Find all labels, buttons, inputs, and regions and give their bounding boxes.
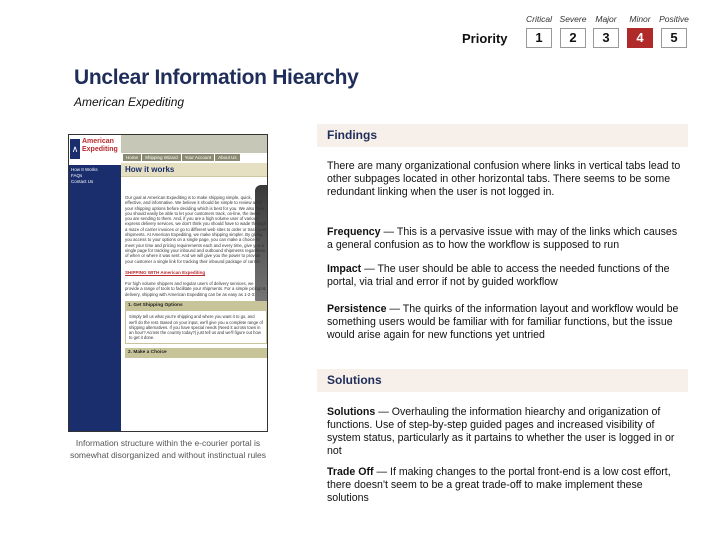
priority-name: Severe [559, 14, 587, 24]
priority-positive [658, 14, 690, 48]
tradeoff-label: Trade Off [327, 466, 374, 478]
page-subtitle: American Expediting [74, 95, 185, 109]
priority-box-selected: 4 [627, 28, 653, 48]
portal-volume-text: For high volume shippers and regular users of delivery services, we provide a range of tools to facilitate your shipments. For a simple pickup & delivery, shipping with American Expediting can be as easy as 1-2-3: [125, 281, 266, 297]
tradeoff-text: — If making changes to the portal front-end is a low cost effort, there doesn't seem to be a great trade-off to make implement these solutions [327, 466, 671, 504]
solutions-text: — Overhauling the information hiearchy and origanization of functions. Use of step-by-step guided pages and increased visibility of system status, particularly as it partains to whether the user is logged in or not [327, 406, 675, 457]
solutions-label: Solutions [327, 406, 376, 418]
priority-label: Priority [462, 31, 508, 46]
portal-tab: Home [123, 154, 141, 161]
priority-name: Positive [659, 14, 689, 24]
findings-heading: Findings [327, 128, 377, 142]
page-title: Unclear Information Hiearchy [74, 66, 359, 89]
portal-tab: Shipping Wizard [142, 154, 181, 161]
priority-name: Major [595, 14, 617, 24]
side-link: How It Works [71, 167, 98, 172]
side-link: Contact Us [71, 179, 94, 184]
portal-logo [69, 135, 121, 165]
portal-step-title: 2. Make a Choice [125, 348, 267, 357]
portal-body [125, 195, 267, 358]
portal-tab: Your Account [182, 154, 214, 161]
priority-box: 2 [560, 28, 586, 48]
findings-header [317, 124, 688, 147]
solutions-paragraph [327, 406, 683, 458]
priority-box: 1 [526, 28, 552, 48]
portal-step-body: Simply tell us what you're shipping and where you want it to go, and we'll do the rest. Based on your input, we'll give you a complete range of shipping alternatives. If you have special needs (Need it across town in an hour? Across the country today?) just tell us and we'll figure out how to get it done. [125, 310, 267, 344]
portal-intro: Our goal at American Expediting is to make shipping simple, quick, effective, and informative. We believe it should be simple to review all of your shipping options before deciding which is best for you. We also think you should easily be able to let your customers track, on-line, the items you are sending to them. And, if you are a high volume user of various express delivery services, we don't think you should have to wade through a maze of carrier invoices or go to different web sites to order or track your shipments. At American Expediting, we make shipping simpler. By giving you access to your options on a single page, you can make a choice to meet your time and pricing requirements each and every time, give you a single page for tracking your inbound and outbound shipments regardless of when or where it was sent. And we will give you the power to provide your customer a single link for tracking their inbound package of carrier. [125, 195, 267, 264]
side-link: FAQs [71, 173, 83, 178]
solutions-heading: Solutions [327, 373, 382, 387]
priority-box: 5 [661, 28, 687, 48]
portal-side-links [71, 167, 98, 185]
frequency-label: Frequency [327, 226, 381, 238]
impact-paragraph [327, 263, 683, 289]
screenshot-caption: Information structure within the e-courier portal is somewhat disorganized and without instinctual rules [69, 438, 267, 460]
persistence-text: — The quirks of the information layout and workflow would be something users would be familiar with for familiar functions, but the issue would arise again for new functions yet untried [327, 303, 679, 341]
logo-text [82, 138, 118, 154]
impact-label: Impact [327, 263, 362, 275]
portal-heading: How it works [125, 165, 175, 174]
priority-box: 3 [593, 28, 619, 48]
frequency-paragraph [327, 226, 683, 252]
findings-summary: There are many organizational confusion where links in vertical tabs lead to other subpages located in other horizontal tabs. There seems to be some redundant linking when the user is not logged in. [327, 160, 681, 198]
portal-screenshot [68, 134, 268, 432]
priority-name: Critical [526, 14, 552, 24]
portal-tab: About Us [215, 154, 240, 161]
logo-line: American [82, 138, 114, 145]
frequency-text: — This is a pervasive issue with may of the links which causes a general confusion as to how the workflow is supposed to run [327, 226, 678, 251]
persistence-paragraph [327, 303, 683, 342]
portal-link: SHIPPING WITH American Expediting [125, 269, 206, 275]
logo-mark-icon: ∧ [70, 139, 80, 159]
portal-topbar [121, 135, 268, 153]
portal-step-title: 1. Get Shipping Options [125, 301, 267, 310]
impact-text: — The user should be able to access the needed functions of the portal, via trial and error if not by guided workflow [327, 263, 670, 288]
portal-heading-bar [121, 163, 268, 177]
portal-tabs [123, 154, 240, 161]
solutions-header [317, 369, 688, 392]
persistence-label: Persistence [327, 303, 387, 315]
logo-line: Expediting [82, 146, 118, 153]
priority-name: Minor [629, 14, 651, 24]
tradeoff-paragraph [327, 466, 683, 505]
